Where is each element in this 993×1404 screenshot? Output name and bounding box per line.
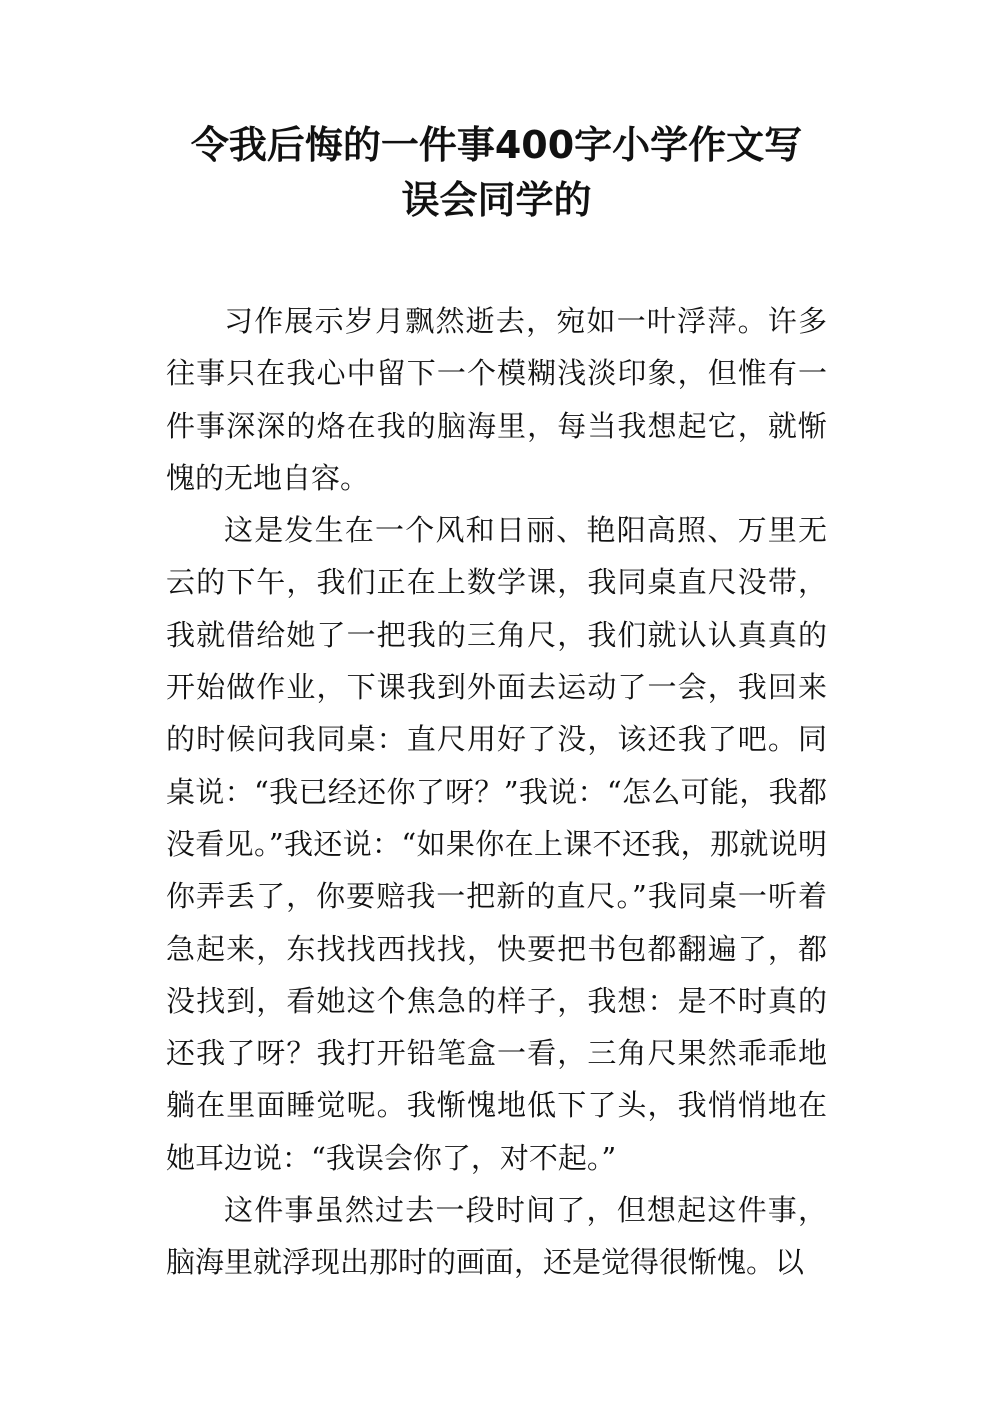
document-body	[166, 295, 827, 1289]
paragraph-3: 这件事虽然过去一段时间了，但想起这件事，脑海里就浮现出那时的画面，还是觉得很惭愧。以	[166, 1193, 827, 1280]
paragraph-2: 这是发生在一个风和日丽、艳阳高照、万里无云的下午，我们正在上数学课，我同桌直尺没带，我就借给她了一把我的三角尺，我们就认认真真的开始做作业，下课我到外面去运动了一会，我回来的时候问我同桌：直尺用好了没，该还我了吧。同桌说：“我已经还你了呀？”我说：“怎么可能，我都没看见。”我还说：“如果你在上课不还我，那就说明你弄丢了，你要赔我一把新的直尺。”我同桌一听着急起来，东找找西找找，快要把书包都翻遍了，都没找到，看她这个焦急的样子，我想：是不时真的还我了呀？我打开铅笔盒一看，三角尺果然乖乖地躺在里面睡觉呢。我惭愧地低下了头，我悄悄地在她耳边说：“我误会你了，对不起。”	[166, 513, 827, 1175]
title-line-2: 误会同学的	[401, 178, 592, 222]
title-line-1: 令我后悔的一件事400字小学作文写	[190, 123, 803, 167]
document-title	[150, 118, 843, 228]
paragraph-1: 习作展示岁月飘然逝去，宛如一叶浮萍。许多往事只在我心中留下一个模糊浅淡印象，但惟有一件事深深的烙在我的脑海里，每当我想起它，就惭愧的无地自容。	[166, 304, 827, 495]
